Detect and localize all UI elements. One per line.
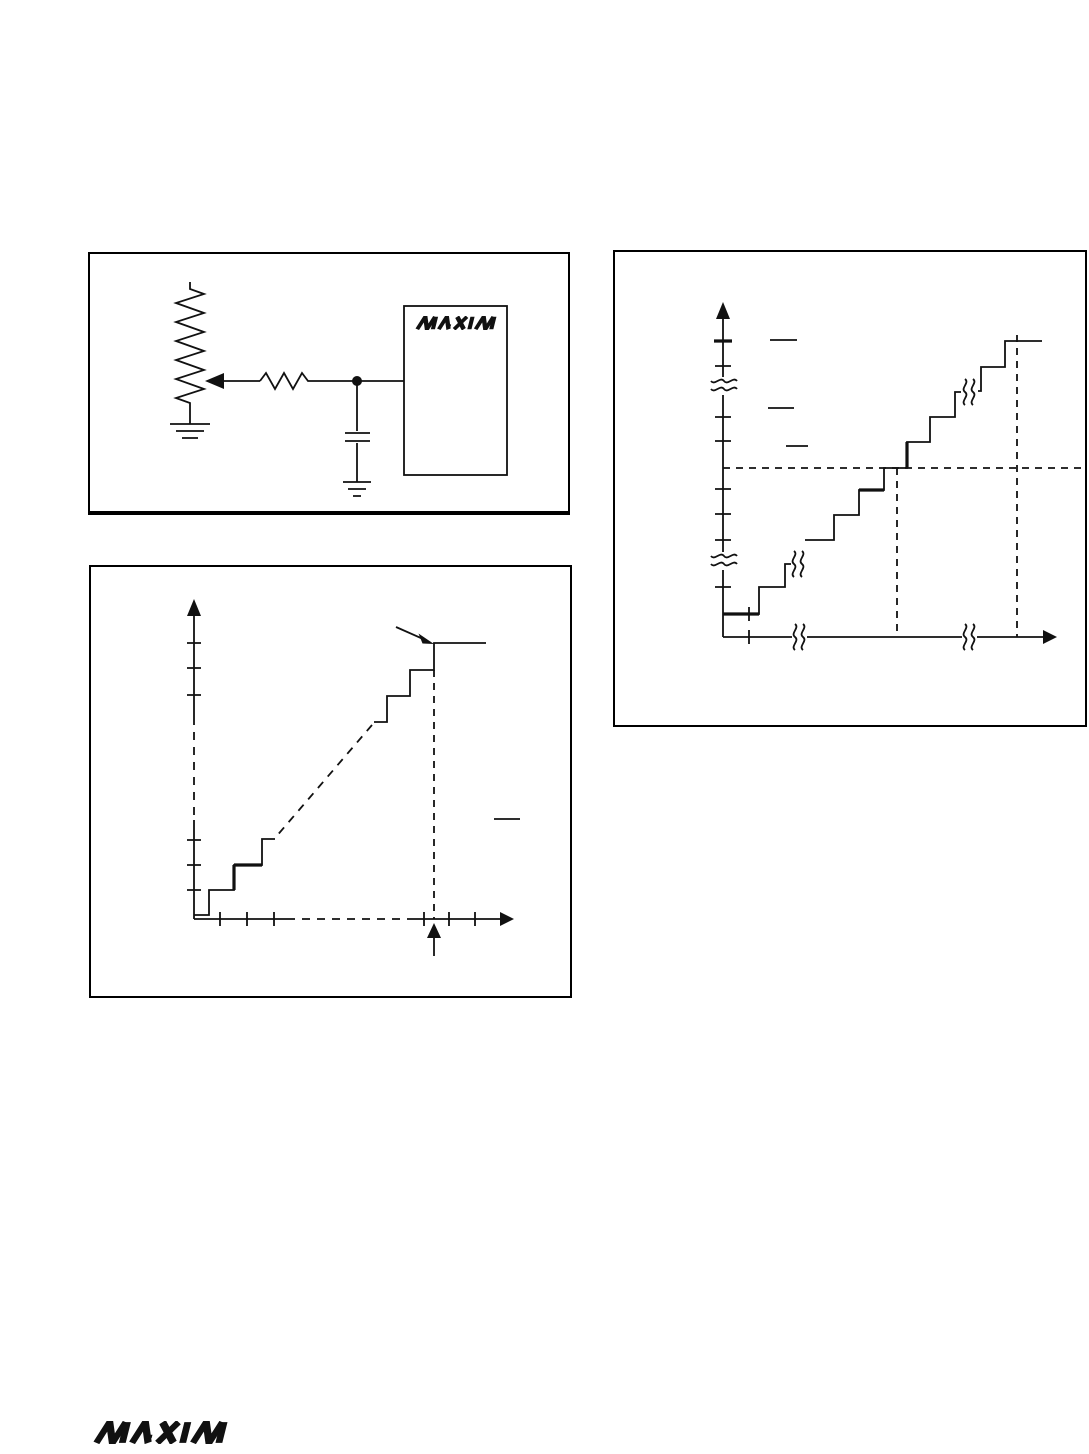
dashed-diagonal bbox=[275, 725, 372, 838]
x-axis-arrow bbox=[1043, 630, 1057, 644]
y-axis-break-lower bbox=[711, 563, 737, 566]
transfer-function-full-plot bbox=[615, 252, 1085, 725]
y-axis-break-upper bbox=[711, 388, 737, 391]
x-axis bbox=[194, 912, 514, 926]
ground-symbol bbox=[343, 482, 371, 496]
callout-arrow bbox=[396, 627, 434, 644]
trace-break-lower bbox=[793, 551, 796, 577]
transfer-function-detail-plot bbox=[91, 567, 570, 996]
y-axis-break-lower bbox=[711, 555, 737, 558]
bold-step-segment bbox=[234, 865, 262, 890]
footer-maxim-logo bbox=[92, 1421, 229, 1444]
wiper-arrow bbox=[205, 373, 260, 389]
y-axis bbox=[187, 599, 201, 919]
x-axis-break-right bbox=[964, 624, 967, 650]
x-axis bbox=[723, 630, 1057, 644]
x-axis-arrow bbox=[500, 912, 514, 926]
y-axis bbox=[714, 302, 732, 637]
staircase-trace bbox=[723, 341, 1042, 621]
x-axis-break-right bbox=[972, 624, 975, 650]
chip-outline bbox=[404, 306, 507, 475]
y-axis-break-upper bbox=[711, 380, 737, 383]
potentiometer bbox=[176, 282, 204, 424]
circuit-figure-box bbox=[88, 252, 570, 515]
series-resistor bbox=[260, 373, 404, 389]
up-arrow-marker bbox=[427, 923, 441, 956]
ground-symbol bbox=[170, 424, 210, 438]
circuit-diagram bbox=[90, 254, 568, 511]
upper-staircase bbox=[374, 643, 486, 722]
x-axis-break-left bbox=[802, 624, 805, 650]
label-remnant-bars bbox=[768, 340, 808, 446]
trace-break-upper bbox=[964, 379, 967, 405]
transfer-function-detail-figure-box bbox=[89, 565, 572, 998]
filter-capacitor bbox=[345, 381, 370, 482]
transfer-function-full-figure-box bbox=[613, 250, 1087, 727]
chip-maxim-logo bbox=[417, 317, 494, 330]
x-axis-break-left bbox=[794, 624, 797, 650]
trace-break-upper bbox=[972, 379, 975, 405]
trace-break-lower bbox=[801, 551, 804, 577]
